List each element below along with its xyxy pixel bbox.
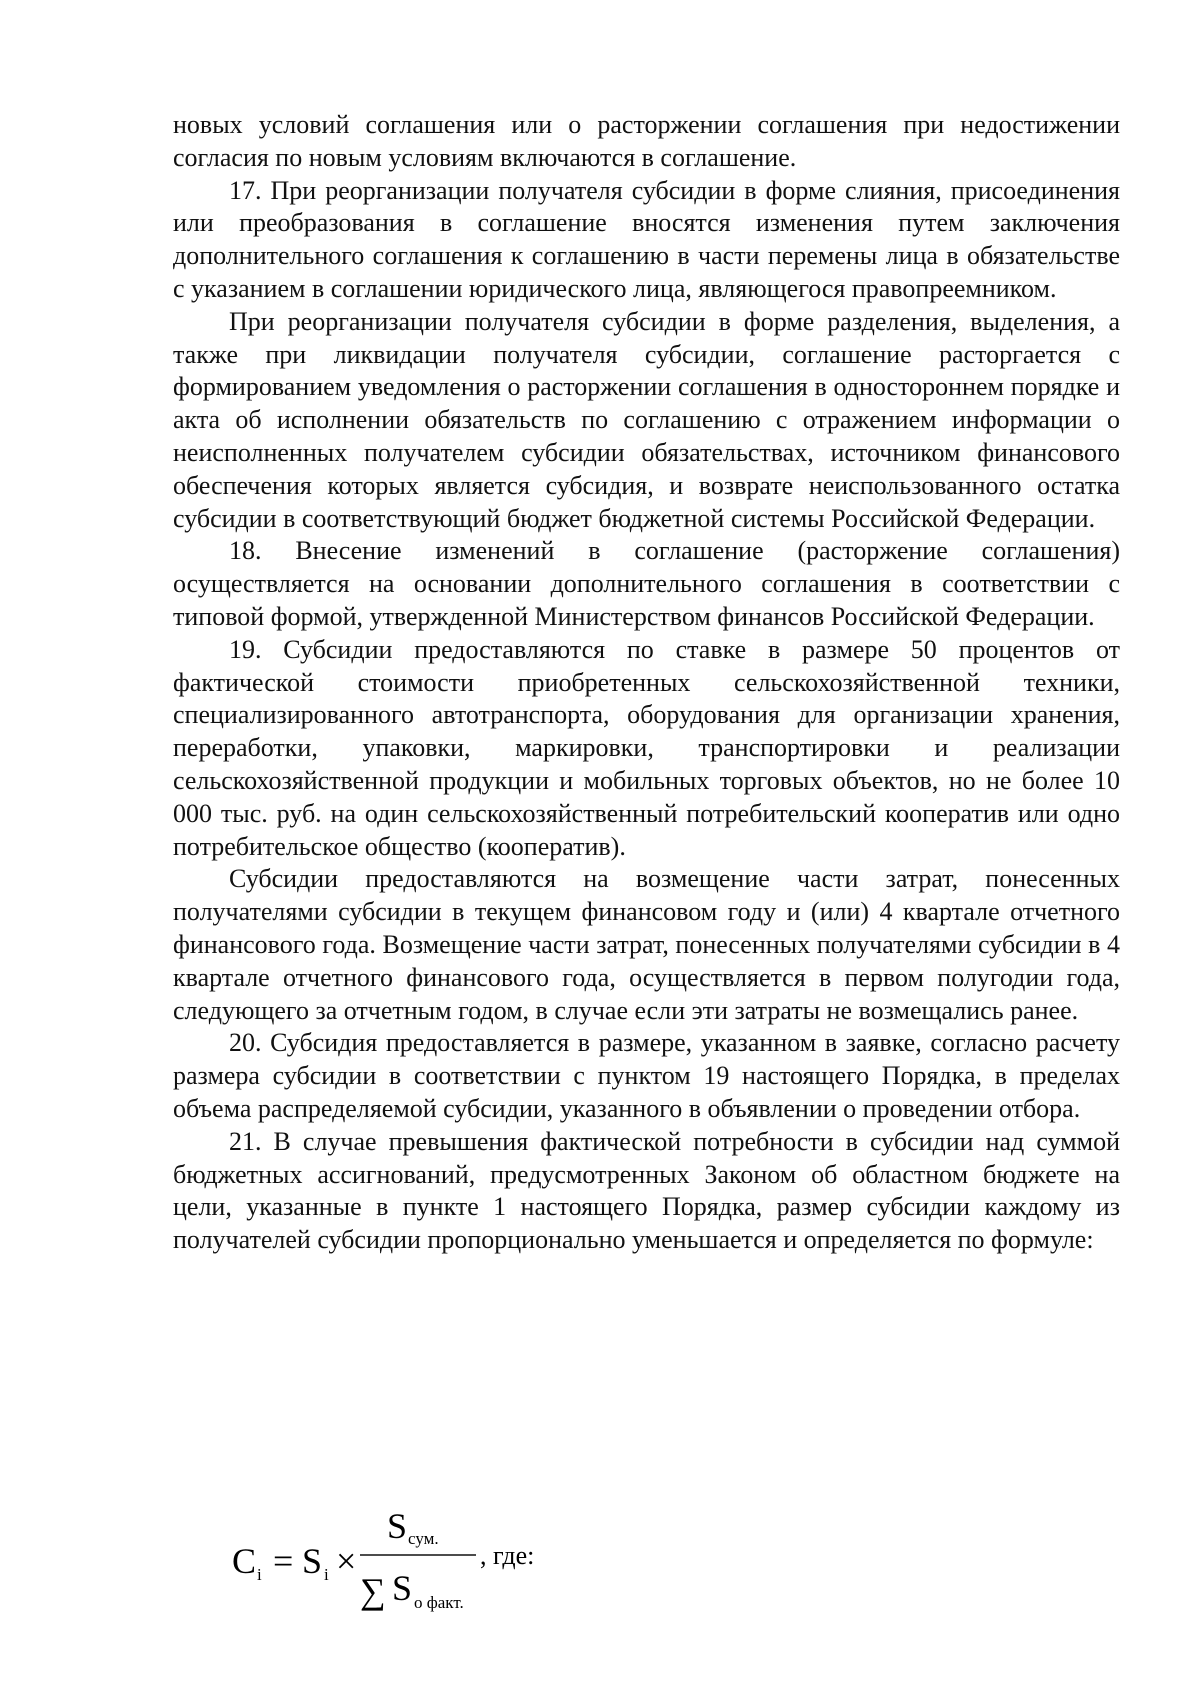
paragraph-continuation: новых условий соглашения или о расторжении соглашения при недостижении согласия по новым условиям включаются в соглашение. bbox=[173, 110, 1120, 172]
formula-denominator: S bbox=[392, 1568, 413, 1608]
formula-lhs: C bbox=[232, 1541, 257, 1581]
formula-sum-symbol: ∑ bbox=[360, 1571, 386, 1611]
formula-term-sub: i bbox=[324, 1565, 329, 1584]
formula-term: S bbox=[302, 1541, 323, 1581]
subsidy-formula bbox=[232, 1500, 632, 1620]
formula-times: × bbox=[336, 1541, 357, 1581]
formula-lhs-sub: i bbox=[257, 1565, 262, 1584]
formula-denominator-sub: о факт. bbox=[414, 1593, 464, 1612]
formula-equals: = bbox=[273, 1541, 294, 1581]
paragraph-18: 18. Внесение изменений в соглашение (расторжение соглашения) осуществляется на основании дополнительного соглашения в соответствии с типовой формой, утвержденной Министерством финансов Российской Федерации. bbox=[173, 536, 1120, 631]
paragraph-17-reorganization: При реорганизации получателя субсидии в форме разделения, выделения, а также при ликвидации получателя субсидии, соглашение расторгается с формированием уведомления о расторжении соглашения в одностороннем порядке и акта об исполнении обязательств по соглашению с отражением информации о неисполненных получателем субсидии обязательствах, источником финансового обеспечения которых является субсидия, и возврате неиспользованного остатка субсидии в соответствующий бюджет бюджетной системы Российской Федерации. bbox=[173, 306, 1120, 533]
paragraph-19: 19. Субсидии предоставляются по ставке в размере 50 процентов от фактической стоимости приобретенных сельскохозяйственной техники, специализированного автотранспорта, оборудования для организации хранения, переработки, упаковки, маркировки, транспортировки и реализации сельскохозяйственной продукции и мобильных торговых объектов, но не более 10 000 тыс. руб. на один сельскохозяйственный потребительский кооператив или одно потребительское общество (кооператив). bbox=[173, 634, 1120, 861]
formula-numerator-sub: сум. bbox=[408, 1529, 439, 1548]
paragraph-19-reimbursement: Субсидии предоставляются на возмещение части затрат, понесенных получателями субсидии в текущем финансовом году и (или) 4 квартале отчетного финансового года. Возмещение части затрат, понесенных получателями субсидии в 4 квартале отчетного финансового года, осуществляется в первом полугодии года, следующего за отчетным годом, в случае если эти затраты не возмещались ранее. bbox=[173, 864, 1120, 1025]
document-body bbox=[173, 109, 1120, 1257]
paragraph-20: 20. Субсидия предоставляется в размере, указанном в заявке, согласно расчету размера субсидии в соответствии с пунктом 19 настоящего Порядка, в пределах объема распределяемой субсидии, указанного в объявлении о проведении отбора. bbox=[173, 1028, 1120, 1123]
paragraph-17: 17. При реорганизации получателя субсидии в форме слияния, присоединения или преобразования в соглашение вносятся изменения путем заключения дополнительного соглашения к соглашению в части перемены лица в обязательстве с указанием в соглашении юридического лица, являющегося правопреемником. bbox=[173, 175, 1120, 303]
paragraph-21: 21. В случае превышения фактической потребности в субсидии над суммой бюджетных ассигнований, предусмотренных Законом об областном бюджете на цели, указанные в пункте 1 настоящего Порядка, размер субсидии каждому из получателей субсидии пропорционально уменьшается и определяется по формуле: bbox=[173, 1126, 1120, 1255]
formula-tail: , где: bbox=[480, 1541, 535, 1570]
formula-numerator: S bbox=[387, 1506, 408, 1546]
